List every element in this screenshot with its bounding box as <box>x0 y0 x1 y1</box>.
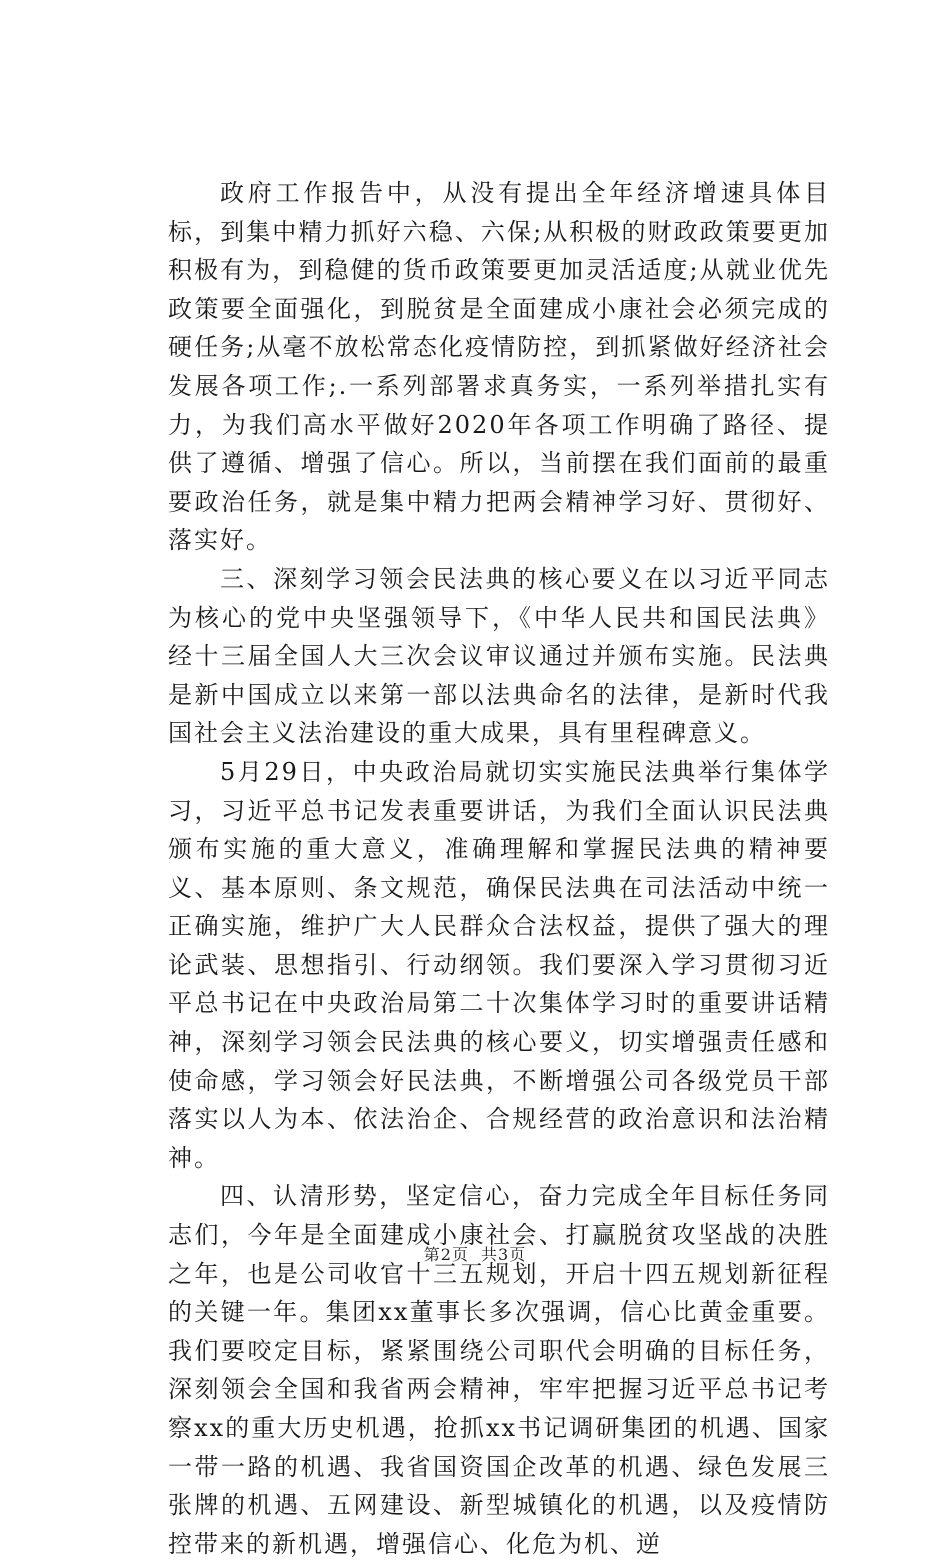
document-body <box>168 174 830 1563</box>
page-total: 共3页 <box>481 1245 527 1264</box>
paragraph-1: 政府工作报告中，从没有提出全年经济增速具体目标，到集中精力抓好六稳、六保;从积极的财政政策要更加积极有为，到稳健的货币政策要更加灵活适度;从就业优先政策要全面强化，到脱贫是全面建成小康社会必须完成的硬任务;从毫不放松常态化疫情防控，到抓紧做好经济社会发展各项工作;.一系列部署求真务实，一系列举措扎实有力，为我们高水平做好2020年各项工作明确了路径、提供了遵循、增强了信心。所以，当前摆在我们面前的最重要政治任务，就是集中精力把两会精神学习好、贯彻好、落实好。 <box>168 179 830 555</box>
page-number: 第2页 <box>423 1245 469 1264</box>
page-footer <box>0 1242 950 1265</box>
paragraph-2: 三、深刻学习领会民法典的核心要义在以习近平同志为核心的党中央坚强领导下，《中华人民共和国民法典》经十三届全国人大三次会议审议通过并颁布实施。民法典是新中国成立以来第一部以法典命名的法律，是新时代我国社会主义法治建设的重大成果，具有里程碑意义。 <box>168 564 830 748</box>
paragraph-3: 5月29日，中央政治局就切实实施民法典举行集体学习，习近平总书记发表重要讲话，为我们全面认识民法典颁布实施的重大意义，准确理解和掌握民法典的精神要义、基本原则、条文规范，确保民法典在司法活动中统一正确实施，维护广大人民群众合法权益，提供了强大的理论武装、思想指引、行动纲领。我们要深入学习贯彻习近平总书记在中央政治局第二十次集体学习时的重要讲话精神，深刻学习领会民法典的核心要义，切实增强责任感和使命感，学习领会好民法典，不断增强公司各级党员干部落实以人为本、依法治企、合规经营的政治意识和法治精神。 <box>168 757 830 1172</box>
paragraph-4: 四、认清形势，坚定信心，奋力完成全年目标任务同志们，今年是全面建成小康社会、打赢脱贫攻坚战的决胜之年，也是公司收官十三五规划，开启十四五规划新征程的关键一年。集团xx董事长多次强调，信心比黄金重要。我们要咬定目标，紧紧围绕公司职代会明确的目标任务，深刻领会全国和我省两会精神，牢牢把握习近平总书记考察xx的重大历史机遇，抢抓xx书记调研集团的机遇、国家一带一路的机遇、我省国资国企改革的机遇、绿色发展三张牌的机遇、五网建设、新型城镇化的机遇，以及疫情防控带来的新机遇，增强信心、化危为机、逆 <box>168 1182 830 1558</box>
